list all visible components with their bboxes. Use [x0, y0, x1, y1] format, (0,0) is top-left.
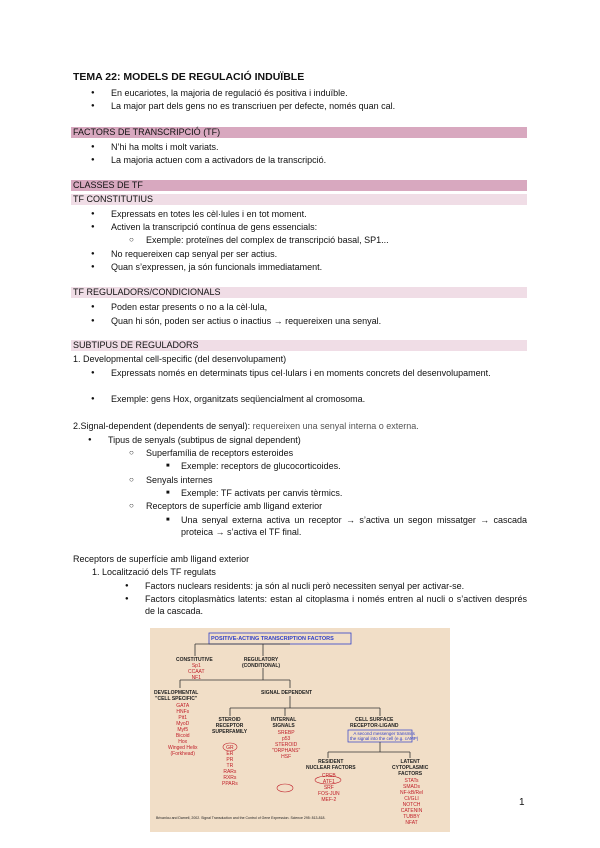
figure-node-steroid: STEROID RECEPTOR SUPERFAMILY: [212, 717, 248, 735]
list-subsubitem: ■ Exemple: receptors de glucocorticoides.: [181, 460, 341, 472]
figure-node-regulatory: REGULATORY (CONDITIONAL): [242, 657, 281, 669]
figure-title: POSITIVE-ACTING TRANSCRIPTION FACTORS: [211, 636, 334, 642]
list-item: ● En eucariotes, la majoria de regulació és positiva i induïble.: [111, 87, 348, 99]
figure-list-steroid: GR ER PR TR RARs RXRs PPARs: [222, 745, 238, 787]
signal-heading-note: requereixen una senyal interna o externa.: [252, 421, 419, 431]
list-item: ● Exemple: gens Hox, organitzats seqüencialment al cromosoma.: [111, 393, 365, 405]
section-heading-classes: CLASSES DE TF: [71, 180, 527, 191]
figure-node-resident: RESIDENT NUCLEAR FACTORS: [306, 759, 356, 771]
figure-node-constitutive: CONSTITUTIVE: [176, 657, 213, 663]
figure-node-latent: LATENT CYTOPLASMIC FACTORS: [392, 759, 429, 777]
list-subsubitem: ■ Exemple: TF activats per canvis tèrmics.: [181, 487, 342, 499]
section-heading-tf: FACTORS DE TRANSCRIPCIÓ (TF): [71, 127, 527, 138]
figure-list-developmental: GATA HNFs Pit1 MyoD Myf5 Bicoid Hox Winged Helix (Forkhead): [168, 703, 198, 757]
list-subitem: ○ Exemple: proteïnes del complex de transcripció basal, SP1...: [146, 234, 389, 246]
section-heading-reguladors: TF REGULADORS/CONDICIONALS: [71, 287, 527, 298]
figure-node-internal: INTERNAL SIGNALS: [271, 717, 297, 729]
numbered-item: 1. Localització dels TF regulats: [92, 567, 216, 577]
page-title: TEMA 22: MODELS DE REGULACIÓ INDUÏBLE: [73, 71, 305, 83]
subsection-heading: [73, 420, 419, 432]
transcription-factors-figure: [150, 628, 450, 832]
list-subitem: ○ Superfamília de receptors esteroides: [146, 447, 293, 459]
list-item: ● Tipus de senyals (subtipus de signal dependent): [108, 434, 301, 446]
figure-list-latent: STATs SMADs NF-kB/Rel CI/GLI NOTCH CATENIN TUBBY NFAT: [400, 778, 424, 826]
list-subsubitem: ■ Una senyal externa activa un receptor → s’activa un segon missatger → cascada proteica → s’activa el TF final.: [181, 514, 527, 538]
subsection-heading: Receptors de superfície amb lligand exterior: [73, 554, 250, 564]
list-item: ● Factors citoplasmàtics latents: estan al citoplasma i només entren al nucli o s’activen després de la cascada.: [145, 593, 527, 617]
figure-citation: Brivanlou and Darnell, 2002. Signal Transduction and the Control of Gene Expression. Science 295: 813-818.: [156, 816, 326, 820]
list-item: ● La majoria actuen com a activadors de la transcripció.: [111, 154, 326, 166]
figure-list-resident: CREB ATF1 SRF FOS-JUN MEF-2: [318, 773, 340, 803]
list-item: ● No requereixen cap senyal per ser actius.: [111, 248, 277, 260]
page-number: 1: [519, 797, 525, 808]
list-item: ● Expressats en totes les cèl·lules i en tot moment.: [111, 208, 307, 220]
figure-node-developmental: DEVELOPMENTAL "CELL SPECIFIC": [154, 690, 199, 702]
section-heading-subtipus: SUBTIPUS DE REGULADORS: [71, 340, 527, 351]
subsection-heading: 1. Developmental cell-specific (del desenvolupament): [73, 354, 287, 364]
figure-messenger-note: A second messenger transmits the signal into the cell (e.g. cAMP): [350, 731, 419, 741]
list-item: ● Quan hi són, poden ser actius o inactius → requereixen una senyal.: [111, 315, 381, 327]
list-item: ● Quan s’expressen, ja són funcionals immediatament.: [111, 261, 322, 273]
list-item: ● Factors nuclears residents: ja són al nucli però necessiten senyal per activar-se.: [145, 580, 464, 592]
list-item: ● La major part dels gens no es transcriuen per defecte, només quan cal.: [111, 100, 395, 112]
list-item: ● Poden estar presents o no a la cèl·lula,: [111, 301, 267, 313]
figure-node-surface: CELL SURFACE RECEPTOR-LIGAND: [350, 717, 399, 729]
list-subitem: ○ Receptors de superfície amb lligand exterior: [146, 500, 322, 512]
figure-list-constitutive: Sp1 CCAAT NF1: [188, 663, 205, 681]
signal-heading: 2.Signal-dependent (dependents de senyal):: [73, 421, 253, 431]
list-item: ● Activen la transcripció contínua de gens essencials:: [111, 221, 317, 233]
list-subitem: ○ Senyals internes: [146, 474, 213, 486]
list-item: ● Expressats només en determinats tipus cel·lulars i en moments concrets del desenvolupament.: [111, 367, 527, 379]
section-heading-constitutius: TF CONSTITUTIUS: [71, 194, 527, 205]
figure-node-signal: SIGNAL DEPENDENT: [261, 690, 313, 696]
figure-list-internal: SREBP p53 STEROID "ORPHANS" HSF: [272, 730, 301, 760]
list-item: ● N’hi ha molts i molt variats.: [111, 141, 219, 153]
